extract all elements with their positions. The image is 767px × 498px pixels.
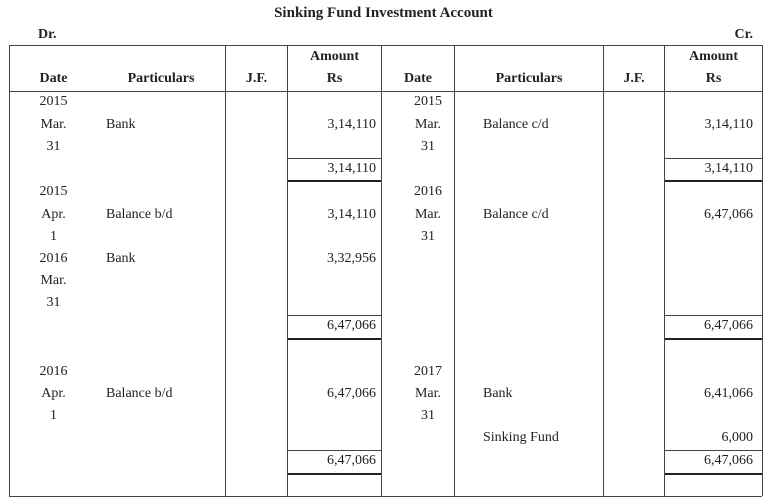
header-amount-credit: Amount bbox=[688, 49, 738, 64]
particulars-entry: Bank bbox=[106, 117, 136, 132]
date-year: 2015 bbox=[39, 184, 68, 199]
total-double-rule bbox=[665, 180, 762, 182]
debit-label: Dr. bbox=[38, 27, 57, 42]
credit-label: Cr. bbox=[734, 27, 753, 42]
total-amount: 3,14,110 bbox=[327, 161, 376, 176]
header-date-debit: Date bbox=[39, 71, 68, 86]
account-title: Sinking Fund Investment Account bbox=[274, 5, 493, 21]
date-month: Mar. bbox=[414, 117, 442, 132]
total-rule bbox=[665, 315, 762, 316]
column-border bbox=[287, 45, 288, 496]
date-month: Mar. bbox=[40, 273, 67, 288]
amount-entry: 3,14,110 bbox=[327, 207, 376, 222]
total-double-rule bbox=[665, 338, 762, 340]
total-rule bbox=[288, 315, 381, 316]
header-jf-credit: J.F. bbox=[623, 71, 645, 86]
date-month: Apr. bbox=[41, 386, 66, 401]
date-day: 31 bbox=[421, 408, 435, 423]
column-border bbox=[381, 45, 382, 496]
amount-entry: 6,41,066 bbox=[704, 386, 753, 401]
date-day: 1 bbox=[50, 229, 57, 244]
header-particulars-debit: Particulars bbox=[127, 71, 195, 86]
total-double-rule bbox=[288, 180, 381, 182]
amount-entry: 6,47,066 bbox=[327, 386, 376, 401]
column-border bbox=[664, 45, 665, 496]
date-day: 31 bbox=[46, 295, 61, 310]
date-month: Mar. bbox=[40, 117, 67, 132]
header-rs-debit: Rs bbox=[326, 71, 343, 86]
total-rule bbox=[665, 450, 762, 451]
particulars-entry: Balance c/d bbox=[483, 207, 549, 222]
amount-entry: 6,000 bbox=[721, 430, 753, 445]
amount-entry: 3,14,110 bbox=[327, 117, 376, 132]
amount-entry: 6,47,066 bbox=[704, 207, 753, 222]
column-border bbox=[9, 45, 10, 496]
header-jf-debit: J.F. bbox=[245, 71, 268, 86]
total-amount: 6,47,066 bbox=[327, 453, 376, 468]
amount-entry: 3,14,110 bbox=[704, 117, 753, 132]
header-amount-debit: Amount bbox=[309, 49, 359, 64]
header-rs-credit: Rs bbox=[705, 71, 722, 86]
particulars-entry: Bank bbox=[483, 386, 513, 401]
particulars-entry: Sinking Fund bbox=[483, 430, 559, 445]
total-double-rule bbox=[288, 473, 381, 475]
total-amount: 3,14,110 bbox=[704, 161, 753, 176]
header-date-credit: Date bbox=[404, 71, 432, 86]
particulars-entry: Bank bbox=[106, 251, 136, 266]
date-year: 2017 bbox=[414, 364, 442, 379]
total-rule bbox=[288, 450, 381, 451]
date-month: Apr. bbox=[41, 207, 66, 222]
total-rule bbox=[665, 158, 762, 159]
date-year: 2016 bbox=[414, 184, 442, 199]
date-year: 2016 bbox=[39, 364, 68, 379]
header-particulars-credit: Particulars bbox=[495, 71, 563, 86]
date-year: 2015 bbox=[39, 94, 68, 109]
total-amount: 6,47,066 bbox=[704, 318, 753, 333]
column-border bbox=[454, 45, 455, 496]
date-day: 31 bbox=[421, 229, 435, 244]
particulars-entry: Balance b/d bbox=[106, 386, 173, 401]
date-month: Mar. bbox=[414, 207, 442, 222]
date-day: 1 bbox=[50, 408, 57, 423]
date-year: 2016 bbox=[39, 251, 68, 266]
column-border bbox=[225, 45, 226, 496]
total-rule bbox=[288, 158, 381, 159]
total-amount: 6,47,066 bbox=[704, 453, 753, 468]
amount-entry: 3,32,956 bbox=[327, 251, 376, 266]
table-top-border bbox=[9, 45, 762, 46]
total-double-rule bbox=[288, 338, 381, 340]
date-day: 31 bbox=[421, 139, 435, 154]
column-border bbox=[762, 45, 763, 496]
total-double-rule bbox=[665, 473, 762, 475]
particulars-entry: Balance b/d bbox=[106, 207, 173, 222]
date-year: 2015 bbox=[414, 94, 442, 109]
date-day: 31 bbox=[46, 139, 61, 154]
date-month: Mar. bbox=[414, 386, 442, 401]
header-divider bbox=[9, 91, 762, 92]
particulars-entry: Balance c/d bbox=[483, 117, 549, 132]
table-bottom-border bbox=[9, 496, 762, 497]
column-border bbox=[603, 45, 604, 496]
total-amount: 6,47,066 bbox=[327, 318, 376, 333]
